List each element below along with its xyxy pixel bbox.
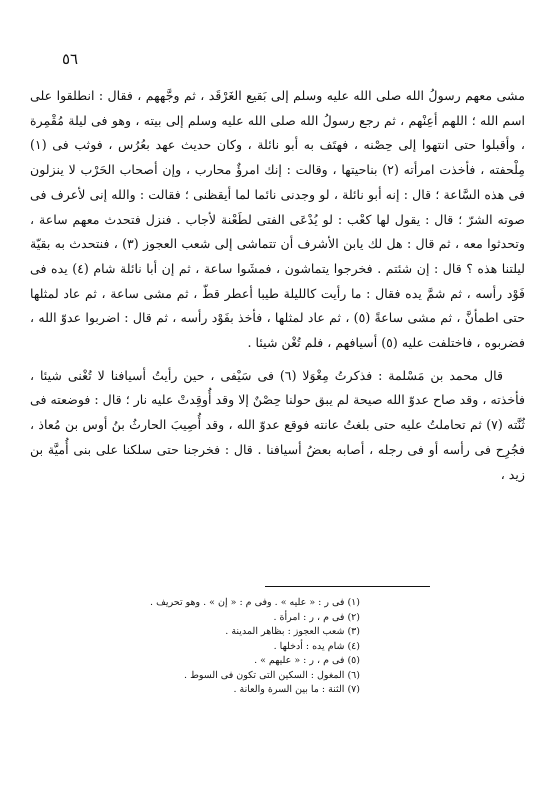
footnote-7: (٧) الثنة : ما بين السرة والعانة . (233, 684, 360, 695)
footnote-5: (٥) فى م ، ر : « عليهم » . (254, 655, 360, 666)
footnote-2: (٢) فى م ، ر : امرأة . (273, 611, 360, 623)
footnote-1: (١) فى ر : « عليه » . وفى م : « إن » . وهو تحريف . (150, 597, 360, 608)
footnotes-list (150, 596, 360, 698)
paragraph-2: قال محمد بن مَسْلمة : فذكرتُ مِغْوَلا (٦) فى سَيْفى ، حين رأيتُ أسيافنا لا تُغْنى شيئا ، فأخذته ، وقد صاح عدوّ الله صيحة لم يبق حولنا حِصْنٌ إلا وقد أُوقِدتْ عليه نار ؛ قال : فوضعته فى ثُنَّته (٧) ثم تحاملتُ عليه حتى بلغتُ عانته فوقع عدوّ الله ، وقد أُصِيبَ الحارثُ بنُ أوس بن مُعاذ ، فجُرِح فى رأسه أو فى رجله ، أصابه بعضُ أسيافنا . قال : فخرجنا حتى سلكنا على بنى أُميَّة بن زيد ، (30, 367, 525, 482)
paragraph-1: مشى معهم رسولُ الله صلى الله عليه وسلم إلى بَقيع الغَرْقَد ، ثم وجَّههم ، فقال : انطلقوا على اسم الله ؛ اللهم أعِنْهم ، ثم رجع رسولُ الله صلى الله عليه وسلم إلى بيته ، وهو فى ليلة مُقْمِرة ، وأقبلوا حتى انتهوا إلى حِصْنه ، فهتَف به أبو نائلة ، وكان حديث عهد بعُرُس ، فوثب فى (١) مِلْحفته ، فأخذت امرأته (٢) بناحيتها ، وقالت : إنك امرؤٌ محارب ، وإن أصحاب الحَرْب لا ينزلون فى هذه السَّاعة ؛ قال : إنه أبو نائلة ، لو وجدنى نائما لما أيقظنى ؛ فقالت : والله إنى لأعرف فى صوته الشرّ ؛ قال : يقول لها كعْب : لو يُدْعَى الفتى لطَعْنة لأجاب . فنزل فتحدث معهم ساعة ، وتحدثوا معه ، ثم قال : هل لك يابن الأشرف أن تتماشى إلى شعب العجوز (٣) ، فنتحدث به بقيّة ليلتنا هذه ؟ قال : إن شئتم . فخرجوا يتماشون ، فمشَوا ساعة ، ثم إن أبا نائلة شام (٤) يده فى فَوْد رأسه ، ثم شمَّ يده فقال : ما رأيت كالليلة طيبا أعطر قطّ ، ثم مشى ساعة ، ثم عاد لمثلها حتى اطمأنَّ ، ثم مشى ساعةً (٥) ، ثم عاد لمثلها ، فأخذ بفَوْد رأسه ، ثم قال : اضربوا عدوّ الله ، فضربوه ، فاختلفت عليه (٥) أسيافهم ، فلم تُغْن شيئا . (30, 88, 525, 351)
footnote-3: (٣) شعب العجوز : بظاهر المدينة . (225, 626, 360, 637)
footnote-6: (٦) المغول : السكين التى تكون فى السوط . (184, 669, 360, 681)
footnote-divider (265, 586, 430, 587)
page-number: ٥٦ (62, 50, 79, 68)
main-text (30, 84, 525, 487)
footnote-4: (٤) شام يده : أدخلها . (273, 640, 360, 652)
